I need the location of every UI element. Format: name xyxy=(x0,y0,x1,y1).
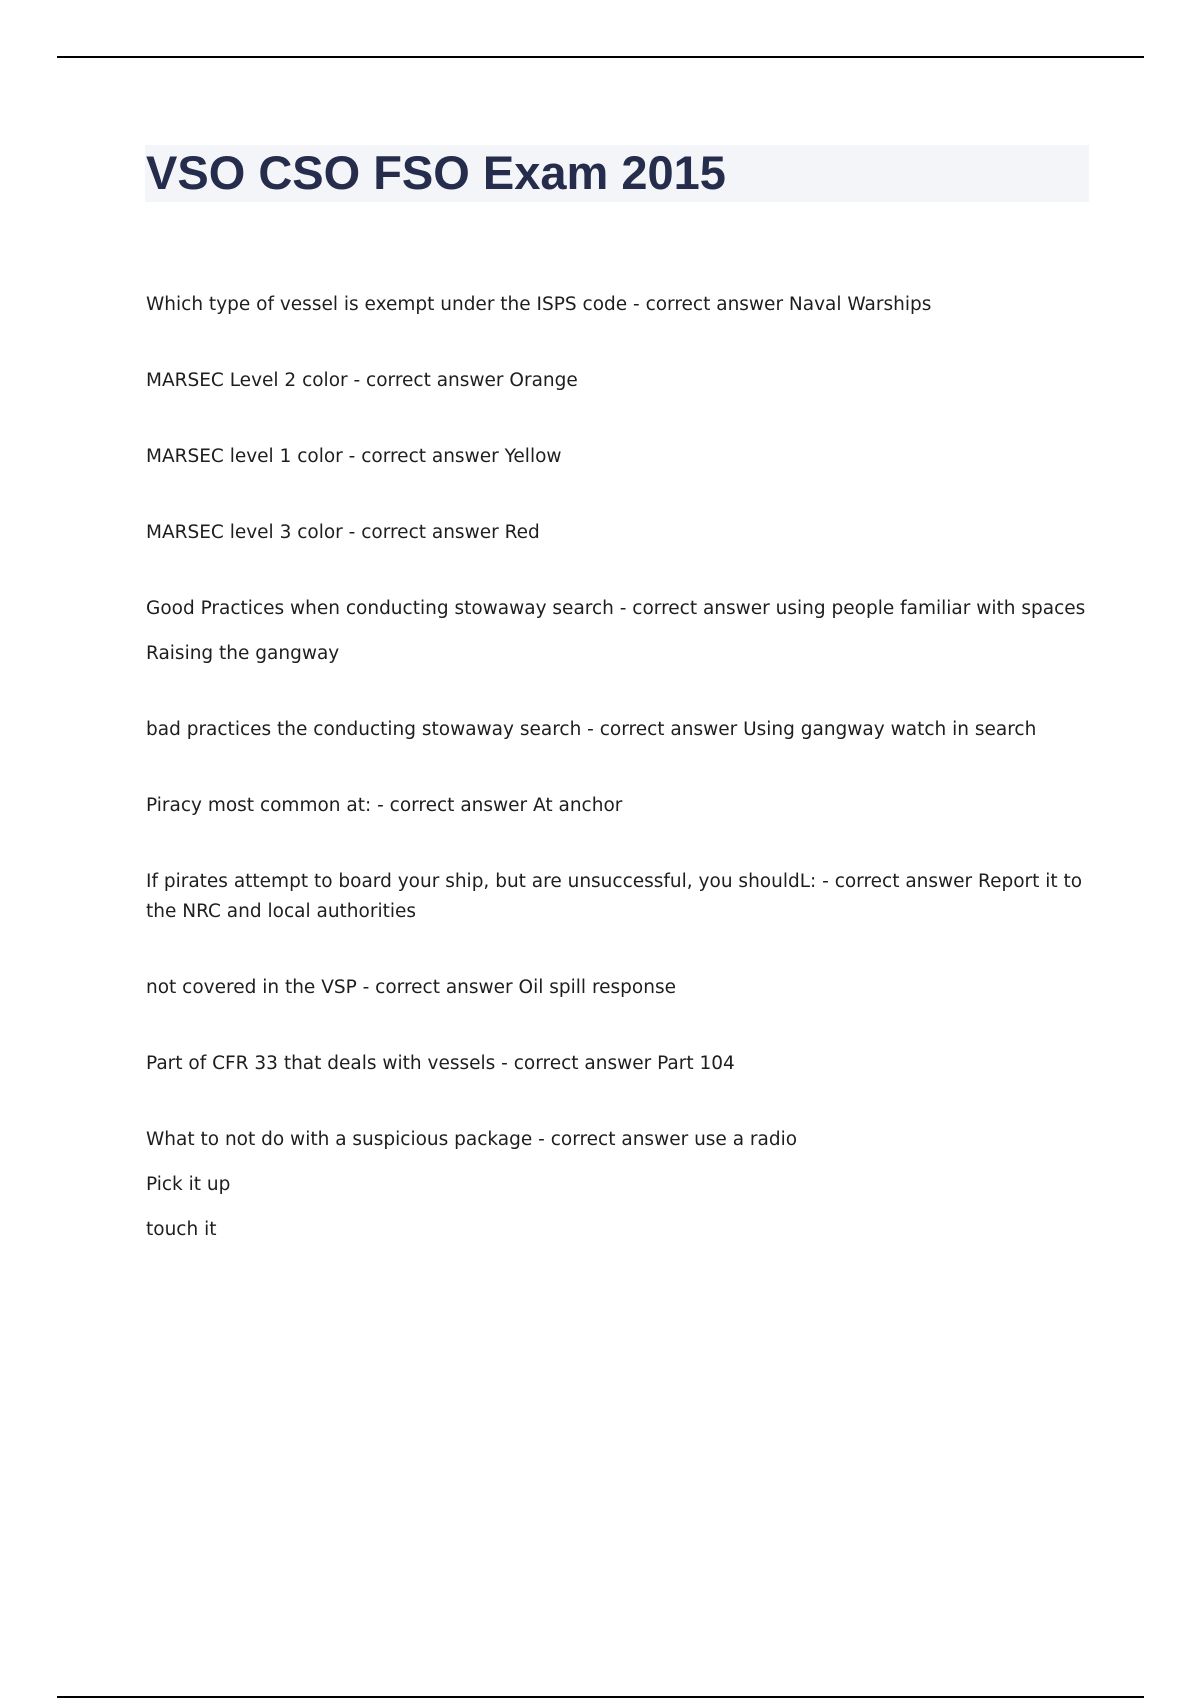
qa-item xyxy=(146,290,1096,320)
qa-item xyxy=(146,867,1096,927)
footer-rule xyxy=(57,1696,1144,1698)
header-rule xyxy=(57,56,1144,58)
qa-line: MARSEC level 1 color - correct answer Yellow xyxy=(146,446,562,467)
document-title: VSO CSO FSO Exam 2015 xyxy=(146,146,726,199)
qa-item xyxy=(146,594,1096,669)
qa-line: Piracy most common at: - correct answer At anchor xyxy=(146,795,623,816)
qa-line: Which type of vessel is exempt under the ISPS code - correct answer Naval Warships xyxy=(146,294,932,315)
qa-line: MARSEC level 3 color - correct answer Red xyxy=(146,522,540,543)
qa-line: If pirates attempt to board your ship, but are unsuccessful, you shouldL: - correct answer Report it to the NRC and local authorities xyxy=(146,871,1083,922)
qa-item xyxy=(146,1049,1096,1079)
qa-item xyxy=(146,791,1096,821)
qa-item xyxy=(146,1125,1096,1245)
qa-item xyxy=(146,442,1096,472)
qa-line: not covered in the VSP - correct answer Oil spill response xyxy=(146,977,676,998)
qa-line: MARSEC Level 2 color - correct answer Orange xyxy=(146,370,578,391)
qa-line: Raising the gangway xyxy=(146,643,340,664)
qa-item xyxy=(146,366,1096,396)
qa-line: touch it xyxy=(146,1219,217,1240)
qa-line: What to not do with a suspicious package - correct answer use a radio xyxy=(146,1129,798,1150)
qa-line: Good Practices when conducting stowaway search - correct answer using people familiar with spaces xyxy=(146,598,1086,619)
qa-item xyxy=(146,973,1096,1003)
qa-line: Part of CFR 33 that deals with vessels - correct answer Part 104 xyxy=(146,1053,735,1074)
question-list xyxy=(146,290,1096,1291)
qa-line: Pick it up xyxy=(146,1174,231,1195)
qa-item xyxy=(146,518,1096,548)
qa-line: bad practices the conducting stowaway search - correct answer Using gangway watch in search xyxy=(146,719,1037,740)
qa-item xyxy=(146,715,1096,745)
